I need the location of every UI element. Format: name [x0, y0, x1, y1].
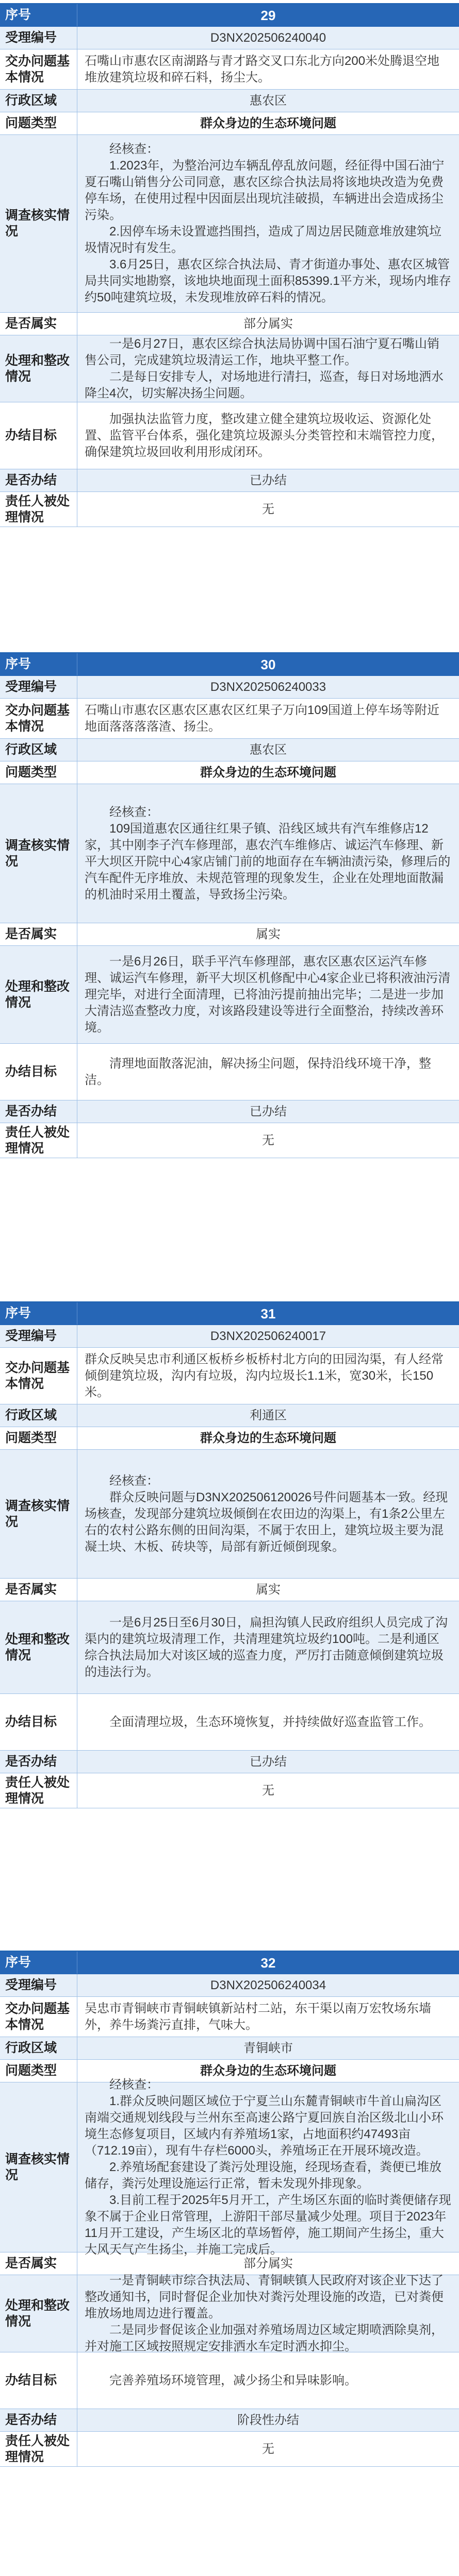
row-district	[0, 1404, 459, 1427]
row-code	[0, 1974, 459, 1997]
check-paragraph: 群众反映问题与D3NX202506120026号件问题基本一致。经现场核查，发现部分建筑垃圾倾倒在农田边的沟渠上，有1条2公里左右的农村公路东侧的田间沟渠，不属于农田上，建筑垃圾主要为混凝土块、木板、砖块等，局部有新近倾倒现象。	[85, 1490, 448, 1554]
row-basic	[0, 49, 459, 90]
case-29	[0, 3, 459, 633]
label-basic: 交办问题基本情况	[0, 699, 77, 738]
case-true: 部分属实	[243, 2256, 293, 2270]
label-status: 办结目标	[0, 1694, 77, 1750]
label-check: 调查核实情况	[0, 2082, 77, 2252]
row-person	[0, 492, 459, 527]
row-district	[0, 739, 459, 761]
case-measures	[77, 2275, 459, 2352]
check-paragraph: 经核查：	[109, 2077, 159, 2092]
label-type: 问题类型	[0, 112, 77, 134]
label-person: 责任人被处理情况	[0, 492, 77, 527]
label-district: 行政区域	[0, 2037, 77, 2059]
row-check	[0, 784, 459, 923]
check-paragraph: 3.6月25日，惠农区综合执法局、青才街道办事处、惠农区城管局共同实地勘察，该地块地面现土面积85399.1平方米，现场内堆存约50吨建筑垃圾，未发现堆放碎石料的情况。	[85, 258, 451, 304]
case-basic: 群众反映吴忠市利通区板桥乡板桥村北方向的田园沟渠，有人经常倾倒建筑垃圾，沟内有垃圾，沟内垃圾长1.1米，宽30米，长150米。	[85, 1352, 444, 1399]
measure-paragraph: 一是6月27日，惠农区综合执法局协调中国石油宁夏石嘴山销售公司，完成建筑垃圾清运工作，地块平整工作。	[85, 336, 440, 367]
case-district: 惠农区	[250, 742, 287, 757]
row-seq	[0, 1302, 459, 1325]
case-person: 无	[262, 2442, 274, 2456]
label-true: 是否属实	[0, 1579, 77, 1601]
case-district: 惠农区	[250, 93, 287, 108]
row-true	[0, 1579, 459, 1601]
case-type: 群众身边的生态环境问题	[200, 2063, 336, 2078]
row-person	[0, 1123, 459, 1158]
case-true: 部分属实	[243, 316, 293, 331]
status-paragraph: 全面清理垃圾，生态环境恢复，并持续做好巡查监管工作。	[109, 1715, 431, 1729]
label-district: 行政区域	[0, 90, 77, 112]
check-paragraph: 经核查：	[109, 805, 159, 819]
label-basic: 交办问题基本情况	[0, 49, 77, 89]
case-type: 群众身边的生态环境问题	[200, 765, 336, 779]
row-done	[0, 1751, 459, 1773]
case-code: D3NX202506240033	[210, 680, 326, 694]
label-seq: 序号	[0, 4, 77, 26]
case-check	[77, 135, 459, 312]
label-code: 受理编号	[0, 676, 77, 698]
case-check	[77, 784, 459, 923]
label-basic: 交办问题基本情况	[0, 1997, 77, 2037]
case-seq: 30	[260, 656, 276, 672]
label-code: 受理编号	[0, 1974, 77, 1996]
measure-paragraph: 一是青铜峡市综合执法局、青铜峡镇人民政府对该企业下达了整改通知书，同时督促企业加快对粪污处理设施的改造，已对粪便堆放场地周边进行覆盖。	[85, 2273, 444, 2320]
measure-paragraph: 一是6月26日，联手平汽车修理部，惠农区惠农区运汽车修理、诚运汽车修理，新平大坝区机修配中心4家企业已将积液油污清理完毕，对进行全面清理，已将油污提前抽出完毕；二是进一步加大清洁巡查整改力度，对该路段建设等进行全面整治，持续改善环境。	[85, 954, 451, 1035]
label-person: 责任人被处理情况	[0, 1123, 77, 1158]
case-basic: 吴忠市青铜峡市青铜峡镇新站村二站，东干渠以南万宏牧场东墙外，养牛场粪污直排，气味大。	[85, 2001, 431, 2032]
row-measures	[0, 335, 459, 402]
case-type: 群众身边的生态环境问题	[200, 116, 336, 130]
case-done: 已办结	[250, 473, 287, 487]
row-basic	[0, 1997, 459, 2037]
case-measures	[77, 946, 459, 1043]
case-code: D3NX202506240017	[210, 1329, 326, 1343]
check-paragraph: 2.因停车场未设置遮挡围挡，造成了周边居民随意堆放建筑垃圾情况时有发生。	[85, 225, 442, 255]
row-type	[0, 1427, 459, 1450]
case-person: 无	[262, 1783, 274, 1798]
row-seq	[0, 4, 459, 27]
label-district: 行政区域	[0, 1404, 77, 1427]
row-code	[0, 1325, 459, 1348]
row-measures	[0, 2275, 459, 2352]
label-person: 责任人被处理情况	[0, 1773, 77, 1808]
label-code: 受理编号	[0, 27, 77, 49]
label-true: 是否属实	[0, 2252, 77, 2275]
label-basic: 交办问题基本情况	[0, 1348, 77, 1404]
case-basic: 石嘴山市惠农区南湖路与青才路交叉口东北方向200米处腾退空地堆放建筑垃圾和碎石料，扬尘大。	[85, 54, 440, 84]
case-district: 利通区	[250, 1408, 287, 1422]
case-check	[77, 1450, 459, 1578]
label-status: 办结目标	[0, 1044, 77, 1100]
row-measures	[0, 1601, 459, 1694]
measure-paragraph: 二是同步督促该企业加强对养殖场周边区域定期喷洒除臭剂，并对施工区域按照规定安排洒水车定时洒水抑尘。	[85, 2323, 444, 2353]
label-done: 是否办结	[0, 1100, 77, 1123]
row-done	[0, 469, 459, 492]
row-true	[0, 2252, 459, 2275]
label-check: 调查核实情况	[0, 135, 77, 312]
case-32	[0, 1951, 459, 2576]
case-status	[77, 1694, 459, 1750]
row-seq	[0, 1952, 459, 1974]
case-person: 无	[262, 1133, 274, 1147]
row-true	[0, 313, 459, 335]
label-type: 问题类型	[0, 761, 77, 784]
case-done: 已办结	[250, 1104, 287, 1118]
label-done: 是否办结	[0, 469, 77, 492]
case-status	[77, 2352, 459, 2409]
status-paragraph: 清理地面散落泥油，解决扬尘问题，保持沿线环境干净，整洁。	[85, 1056, 431, 1087]
check-paragraph: 3.目前工程于2025年5月开工，产生场区东面的临时粪便储存现象不属于企业日常管理，上游阳干部尽量减少处理。项目于2023年11月开工建设，产生场区北的草场暂停，施工期间产生扬尘，重大大风天气产生扬尘，并施工完成后。	[85, 2193, 451, 2257]
check-paragraph: 1.2023年，为整治河边车辆乱停乱放问题，经征得中国石油宁夏石嘴山销售分公司同意，惠农区综合执法局将该地块改造为免费停车场，在使用过程中因面层出现坑洼破损，车辆进出会造成扬尘污染。	[85, 159, 445, 222]
case-code: D3NX202506240040	[210, 30, 326, 45]
case-31	[0, 1301, 459, 1931]
row-done	[0, 2409, 459, 2432]
label-code: 受理编号	[0, 1325, 77, 1347]
row-done	[0, 1100, 459, 1123]
case-person: 无	[262, 502, 274, 516]
label-district: 行政区域	[0, 739, 77, 761]
check-paragraph: 经核查：	[109, 1473, 159, 1488]
row-measures	[0, 946, 459, 1044]
row-district	[0, 2037, 459, 2060]
row-check	[0, 135, 459, 313]
check-paragraph: 经核查：	[109, 142, 159, 156]
label-measures: 处理和整改情况	[0, 2275, 77, 2352]
case-seq: 31	[260, 1306, 276, 1321]
row-type	[0, 761, 459, 784]
row-basic	[0, 699, 459, 739]
check-paragraph: 2.养殖场配套建设了粪污处理设施，经现场查看，粪便已堆放储存，粪污处理设施运行正常，暂未发现外排现象。	[85, 2160, 442, 2191]
case-seq: 29	[260, 7, 276, 23]
row-status	[0, 402, 459, 469]
label-done: 是否办结	[0, 2409, 77, 2431]
case-code: D3NX202506240034	[210, 1978, 326, 1992]
label-status: 办结目标	[0, 402, 77, 469]
row-check	[0, 1450, 459, 1579]
case-30	[0, 652, 459, 1282]
row-seq	[0, 653, 459, 676]
case-true: 属实	[256, 927, 281, 941]
row-check	[0, 2077, 459, 2257]
row-code	[0, 27, 459, 49]
row-type	[0, 112, 459, 135]
case-basic: 石嘴山市惠农区惠农区惠农区红果子万向109国道上停车场等附近地面落落落落渣、扬尘。	[85, 703, 440, 734]
label-done: 是否办结	[0, 1751, 77, 1773]
case-done: 已办结	[250, 1754, 287, 1769]
label-measures: 处理和整改情况	[0, 335, 77, 402]
row-status	[0, 2352, 459, 2409]
label-person: 责任人被处理情况	[0, 2432, 77, 2466]
case-measures	[77, 1601, 459, 1693]
check-paragraph: 1.群众反映问题区域位于宁夏兰山东麓青铜峡市牛首山扁沟区南端交通规划线段与兰州东至高速公路宁夏回族自治区级北山小环境生态修复项目，区域内有养殖场1家，占地面积约47493亩（712.19亩），现有牛存栏6000头，养殖场正在开展环境改造。	[85, 2094, 444, 2158]
label-true: 是否属实	[0, 313, 77, 335]
case-status	[77, 1044, 459, 1100]
case-seq: 32	[260, 1955, 276, 1971]
row-person	[0, 1773, 459, 1808]
label-measures: 处理和整改情况	[0, 1601, 77, 1693]
measure-paragraph: 二是每日安排专人，对场地进行清扫，巡查，每日对场地洒水降尘4次，切实解决扬尘问题。	[85, 369, 444, 400]
row-district	[0, 90, 459, 112]
status-paragraph: 完善养殖场环境管理，减少扬尘和异味影响。	[109, 2373, 357, 2387]
row-status	[0, 1694, 459, 1751]
row-basic	[0, 1348, 459, 1404]
label-seq: 序号	[0, 1952, 77, 1974]
row-status	[0, 1044, 459, 1100]
row-person	[0, 2432, 459, 2467]
check-paragraph: 109国道惠农区通往红果子镇、沿线区域共有汽车维修店12家，其中刚李子汽车修理部，惠农汽车维修店、诚运汽车修理、新平大坝区开院中心4家店铺门前的地面存在车辆油渍污染，修理后的汽车配件无序堆放、未规范管理的现象发生，企业在处理地面散漏的机油时采用土覆盖，导致扬尘污染。	[85, 821, 451, 902]
status-paragraph: 加强执法监管力度，整改建立健全建筑垃圾收运、资源化处置、监管平台体系，强化建筑垃圾源头分类管控和末端管控力度，确保建筑垃圾回收利用形成闭环。	[85, 412, 444, 459]
case-type: 群众身边的生态环境问题	[200, 1431, 336, 1445]
label-seq: 序号	[0, 1302, 77, 1325]
case-done: 阶段性办结	[237, 2413, 299, 2427]
case-status	[77, 402, 459, 469]
label-type: 问题类型	[0, 2060, 77, 2082]
measure-paragraph: 一是6月25日至6月30日，扁担沟镇人民政府组织人员完成了沟渠内的建筑垃圾清理工作，共清理建筑垃圾约100吨。二是利通区综合执法局加大对该区域的巡查力度，严厉打击随意倾倒建筑垃圾的违法行为。	[85, 1615, 448, 1679]
row-true	[0, 923, 459, 946]
row-code	[0, 676, 459, 699]
case-true: 属实	[256, 1582, 281, 1597]
label-true: 是否属实	[0, 923, 77, 945]
label-status: 办结目标	[0, 2352, 77, 2409]
case-district: 青铜峡市	[243, 2041, 293, 2055]
label-type: 问题类型	[0, 1427, 77, 1449]
label-check: 调查核实情况	[0, 1450, 77, 1578]
label-measures: 处理和整改情况	[0, 946, 77, 1043]
label-seq: 序号	[0, 653, 77, 675]
label-check: 调查核实情况	[0, 784, 77, 923]
case-measures	[77, 335, 459, 402]
case-check	[77, 2077, 459, 2257]
